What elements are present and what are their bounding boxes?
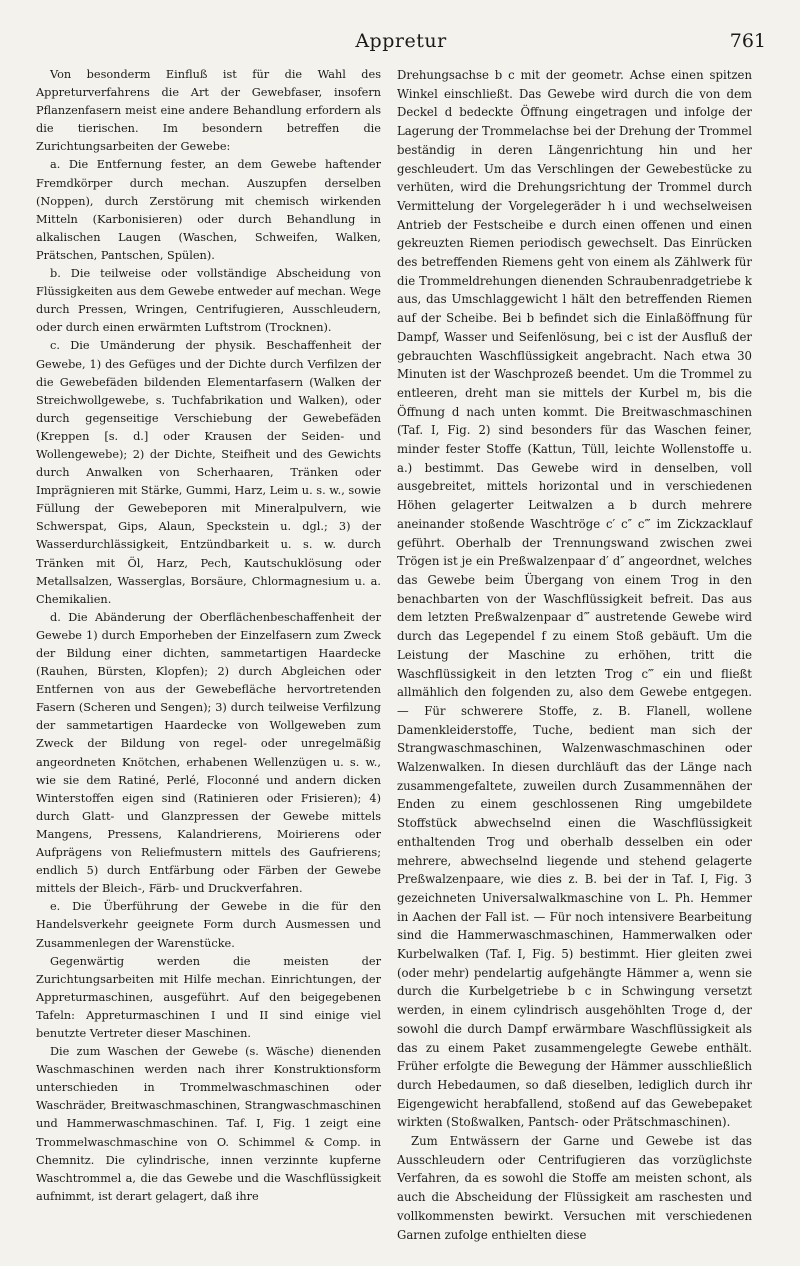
paragraph-a: a. Die Entfernung fester, an dem Gewebe haftender Fremdkörper durch mechan. Auszupfen derselben (Noppen), durch Zerstörung mit chemisch wirkenden Mitteln (Karbonisieren) oder durch Behandlung in alkalischen Laugen (Waschen, Schweifen, Walken, Prätschen, Pantschen, Spülen). bbox=[36, 158, 381, 262]
paragraph-washing: Die zum Waschen der Gewebe (s. Wäsche) dienenden Waschmaschinen werden nach ihrer Konstruktionsform unterschieden in Trommelwaschmaschinen oder Waschräder, Breitwaschmaschinen, Strangwaschmaschinen und Hammerwaschmaschinen. Taf. I, Fig. 1 zeigt eine Trommelwaschmaschine von O. Schimmel & Comp. in Chemnitz. Die cylindrische, innen verzinnte kupferne Waschtrommel a, die das Gewebe und die Waschflüssigkeit aufnimmt, ist derart gelagert, daß ihre bbox=[36, 1045, 381, 1203]
page-number: 761 bbox=[729, 30, 766, 52]
paragraph-c: c. Die Umänderung der physik. Beschaffenheit der Gewebe, 1) des Gefüges und der Dichte durch Verfilzen der die Gewebefäden bildenden Elementarfasern (Walken der Streichwollgewebe, s. Tuchfabrikation und Walken), oder durch gegenseitige Verschiebung der Gewebefäden (Kreppen [s. d.] oder Krausen der Seiden- und Wollengewebe); 2) der Dichte, Steifheit und des Gewichts durch Anwalken von Scherhaaren, Tränken oder Imprägnieren mit Stärke, Gummi, Harz, Leim u. s. w., sowie Füllung der Gewebeporen mit Mineralpulvern, wie Schwerspat, Gips, Alaun, Speckstein u. dgl.; 3) der Wasserdurchlässigkeit, Entzündbarkeit u. s. w. durch Tränken mit Öl, Harz, Pech, Kautschuklösung oder Metallsalzen, Wasserglas, Borsäure, Chlormagnesium u. a. Chemikalien. bbox=[36, 339, 381, 606]
paragraph-washing-continued: Drehungsachse b c mit der geometr. Achse einen spitzen Winkel einschließt. Das Gewebe wird durch die von dem Deckel d bedeckte Öffnung eingetragen und infolge der Lagerung der Trommelachse bei der Drehung der Trommel beständig in deren Längenrichtung hin und her geschleudert. Um das Verschlingen der Gewebestücke zu verhüten, wird die Drehungsrichtung der Trommel durch Vermittelung der Vorgelegeräder h i und wechselweisen Antrieb der Festscheibe e durch einen offenen und einen gekreuzten Riemen periodisch gewechselt. Das Einrücken des betreffenden Riemens geht von einem als Zählwerk für die Trommeldrehungen dienenden Schraubenradgetriebe k aus, das Umschlaggewicht l hält den betreffenden Riemen auf der Scheibe. Bei b befindet sich die Einlaßöffnung für Dampf, Wasser und Seifenlösung, bei c ist der Ausfluß der gebrauchten Waschflüssigkeit angebracht. Nach etwa 30 Minuten ist der Waschprozeß beendet. Um die Trommel zu entleeren, dreht man sie mittels der Kurbel m, bis die Öffnung d nach unten kommt. Die Breitwaschmaschinen (Taf. I, Fig. 2) sind besonders für das Waschen feiner, minder fester Stoffe (Kattun, Tüll, leichte Wollenstoffe u. a.) bestimmt. Das Gewebe wird in denselben, voll ausgebreitet, mittels horizontal und in verschiedenen Höhen gelagerter Leitwalzen a b durch mehrere aneinander stoßende Waschtröge c′ c″ c‴ im Zickzacklauf geführt. Oberhalb der Trennungswand zwischen zwei Trögen ist je ein Preßwalzenpaar d′ d″ angeordnet, welches das Gewebe beim Übergang von einem Trog in den benachbarten von der Waschflüssigkeit befreit. Das aus dem letzten Preßwalzenpaar d‴ austretende Gewebe wird durch das Legependel f zu einem Stoß gebäuft. Um die Leistung der Maschine zu erhöhen, tritt die Waschflüssigkeit in den letzten Trog c‴ ein und fließt allmählich den folgenden zu, also dem Gewebe entgegen. — Für schwerere Stoffe, z. B. Flanell, wollene Damenkleiderstoffe, Tuche, bedient man sich der Strangwaschmaschinen, Walzenwaschmaschinen oder Walzenwalken. In diesen durchläuft das der Länge nach zusammengefaltete, zuweilen durch Zusammennähen der Enden zu einem geschlossenen Ring umgebildete Stoffstück abwechselnd einen die Waschflüssigkeit enthaltenden Trog und oberhalb desselben ein oder mehrere, abwechselnd liegende und stehend gelagerte Preßwalzenpaare, wie dies z. B. bei der in Taf. I, Fig. 3 gezeichneten Universalwalkmaschine von L. Ph. Hemmer in Aachen der Fall ist. — Für noch intensivere Bearbeitung sind die Hammerwaschmaschinen, Hammerwalken oder Kurbelwalken (Taf. I, Fig. 5) bestimmt. Hier gleiten zwei (oder mehr) pendelartig aufgehängte Hämmer a, wenn sie durch die Kurbelgetriebe b c in Schwingung versetzt werden, in einem cylindrisch ausgehöhlten Troge d, der sowohl die durch Dampf erwärmbare Waschflüssigkeit als das zu einem Paket zusammengelegte Gewebe enthält. Früher erfolgte die Bewegung der Hämmer ausschließlich durch Hebedaumen, so daß dieselben, lediglich durch ihr Eigengewicht herabfallend, stoßend auf das Gewebepaket wirkten (Stoßwalken, Pantsch- oder Prätschmaschinen). bbox=[397, 68, 752, 1130]
paragraph-intro: Von besonderm Einfluß ist für die Wahl des Appreturverfahrens die Art der Gewebfaser, insofern Pflanzenfasern meist eine andere Behandlung erfordern als die tierischen. Im besondern betreffen die Zurichtungsarbeiten der Gewebe: bbox=[36, 68, 381, 154]
paragraph-b: b. Die teilweise oder vollständige Abscheidung von Flüssigkeiten aus dem Gewebe entweder auf mechan. Wege durch Pressen, Wringen, Centrifugieren, Ausschleudern, oder durch einen erwärmten Luftstrom (Trocknen). bbox=[36, 267, 381, 335]
paragraph-d: d. Die Abänderung der Oberflächenbeschaffenheit der Gewebe 1) durch Emporheben der Einzelfasern zum Zweck der Bildung einer dichten, sammetartigen Haardecke (Rauhen, Bürsten, Klopfen); 2) durch Abgleichen oder Entfernen von aus der Gewebefläche hervortretenden Fasern (Scheren und Sengen); 3) durch teilweise Verfilzung der sammetartigen Haardecke von Wollgeweben zum Zweck der Bildung von regel- oder unregelmäßig angeordneten Knötchen, erhabenen Wellenzügen u. s. w., wie sie dem Ratiné, Perlé, Floconné und andern dicken Winterstoffen eigen sind (Ratinieren oder Frisieren); 4) durch Glatt- und Glanzpressen der Gewebe mittels Mangens, Pressens, Kalandrierens, Moirierens oder Aufprägens von Reliefmustern mittels des Gaufrierens; endlich 5) durch Entfärbung oder Färben der Gewebe mittels der Bleich-, Färb- und Druckverfahren. bbox=[36, 610, 381, 896]
left-column bbox=[36, 66, 381, 1206]
running-title: Appretur bbox=[355, 30, 447, 52]
page-header bbox=[36, 30, 766, 58]
paragraph-e: e. Die Überführung der Gewebe in die für den Handelsverkehr geeignete Form durch Ausmessen und Zusammenlegen der Warenstücke. bbox=[36, 900, 381, 950]
paragraph-machines: Gegenwärtig werden die meisten der Zurichtungsarbeiten mit Hilfe mechan. Einrichtungen, der Appreturmaschinen, ausgeführt. Auf den beigegebenen Tafeln: Appreturmaschinen I und II sind einige viel benutzte Vertreter dieser Maschinen. bbox=[36, 954, 381, 1040]
right-column bbox=[397, 66, 752, 1244]
paragraph-dewatering: Zum Entwässern der Garne und Gewebe ist das Ausschleudern oder Centrifugieren das vorzüglichste Verfahren, da es sowohl die Stoffe am meisten schont, als auch die Abscheidung der Flüssigkeit am raschesten und vollkommensten bewirkt. Versuchen mit verschiedenen Garnen zufolge enthielten diese bbox=[397, 1134, 752, 1242]
